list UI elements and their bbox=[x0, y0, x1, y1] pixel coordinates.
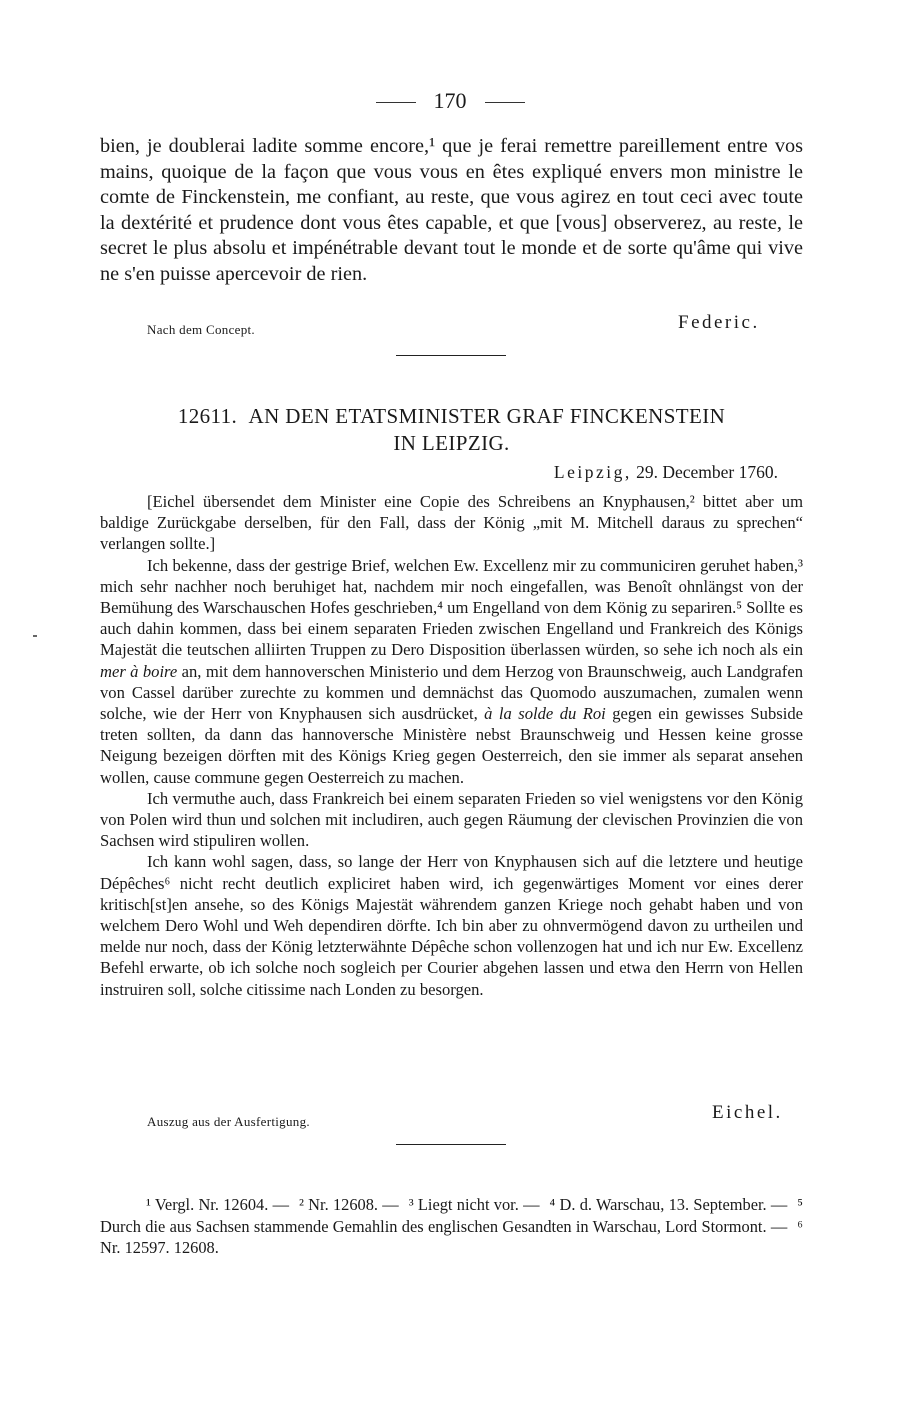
heading-title: AN DEN ETATSMINISTER GRAF FINCKENSTEIN bbox=[248, 404, 726, 428]
phrase-mer-a-boire: mer à boire bbox=[100, 661, 178, 681]
paragraph-1-text-c: gegen ein gewisses Subside treten sollten, da dann das hannoversche Ministère nebst Braunschweig und Hessen keine grosse Neigung bezeigen dörften mit des Königs Krieg gegen Oesterreich, den sie immer als separat ansehen wollen, cause commune gegen Oesterreich zu machen. bbox=[100, 704, 803, 787]
footnote-5: ⁵ Durch die aus Sachsen stammende Gemahlin des englischen Gesandten in Warschau, Lord Stormont. — bbox=[100, 1195, 804, 1236]
dateline-place: Leipzig, bbox=[553, 462, 632, 482]
letter-continuation bbox=[100, 134, 803, 288]
footnotes bbox=[100, 1194, 803, 1259]
document-heading bbox=[100, 403, 803, 457]
editorial-summary: [Eichel übersendet dem Minister eine Copie des Schreibens an Knyphausen,² bittet aber um baldige Zurückgabe derselben, für den Fall, dass der König „mit M. Mitchell daraus zu sprechen“ verlangen sollte.] bbox=[100, 492, 803, 554]
document-signature: Eichel. bbox=[712, 1102, 783, 1123]
footnote-6: ⁶ Nr. 12597. 12608. bbox=[100, 1216, 803, 1257]
letter-continuation-text: bien, je doublerai ladite somme encore,¹ que je ferai remettre pareillement entre vos mains, quoique de la façon que vous vous en êtes expliqué envers mon ministre le comte de Finckenstein, me confiant, au reste, que vous agirez en tout ceci avec toute la dextérité et prudence dont vous êtes capable, et que [vous] observerez, au reste, le secret le plus absolu et impénétrable devant tout le monde et de sorte qu'âme qui vive ne s'en puisse apercevoir de rien. bbox=[100, 135, 803, 285]
footnote-3: ³ Liegt nicht vor. — bbox=[408, 1195, 540, 1214]
footnote-divider bbox=[396, 1144, 506, 1145]
heading-line-1 bbox=[100, 403, 803, 430]
paragraph-1-text-b: an, mit dem hannoverschen Ministerio und dem Herzog von Braunschweig, auch Landgrafen von Cassel darüber zurechte zu kommen und demnächst das Quomodo auszumachen, zumalen wenn solche, wie der Herr von Knyphausen sich ausdrücket, bbox=[100, 661, 803, 724]
paragraph-1-text-a: Ich bekenne, dass der gestrige Brief, welchen Ew. Excellenz mir zu communiciren geruhet haben,³ mich sehr nachher noch beruhiget hat, nachdem mir noch eingefallen, was Benoît ohnlängst von der Bemühung des Warschauschen Hofes geschrieben,⁴ um Engelland von dem König zu separiren.⁵ Sollte es auch dahin kommen, dass bei einem separaten Frieden zwischen Engelland und Frankreich des Königs Majestät die teutschen alliirten Truppen zu Dero Disposition überlassen würden, so sehe ich noch als ein bbox=[100, 555, 803, 660]
body-paragraph-2: Ich vermuthe auch, dass Frankreich bei einem separaten Frieden so viel wenigstens vor den König von Polen wird thun und solchen mit includiren, auch gegen Räumung der clevischen Provinzien die von Sachsen wird stipuliren wollen. bbox=[100, 788, 803, 851]
document-number: 12611. bbox=[177, 404, 238, 428]
body-paragraph-3: Ich kann wohl sagen, dass, so lange der Herr von Knyphausen sich auf die letztere und heutige Dépêches⁶ nicht recht deutlich expliciret haben wird, ich gegenwärtiges Moment vor eines derer kritisch[st]en ansehe, so des Königs Majestät währendem ganzen Kriege noch gehabt haben und von welchem Dero Wohl und Weh dependiren dörfte. Ich bin aber zu ohnvermögend davon zu urtheilen und melde nur noch, dass der König letzterwähnte Dépêche schon vollenzogen hat und ich nur Ew. Excellenz Befehl erwarte, ob ich solche noch sogleich per Courier abgehen lassen und etwa den Herrn von Hellen instruiren soll, solche citissime nach Londen zu besorgen. bbox=[100, 852, 803, 999]
page-number-text: 170 bbox=[433, 88, 467, 113]
folio-dash-left bbox=[376, 102, 416, 103]
document-body bbox=[100, 491, 803, 1000]
page-number bbox=[0, 88, 900, 114]
footnote-2: ² Nr. 12608. — bbox=[298, 1195, 399, 1214]
letter-signature: Federic. bbox=[678, 312, 760, 333]
body-paragraph-1 bbox=[100, 555, 803, 788]
folio-dash-right bbox=[485, 102, 525, 103]
footnote-4: ⁴ D. d. Warschau, 13. September. — bbox=[549, 1195, 788, 1214]
phrase-a-la-solde: à la solde du Roi bbox=[484, 704, 606, 724]
letter-source-note: Nach dem Concept. bbox=[147, 322, 255, 337]
margin-mark bbox=[33, 635, 37, 637]
section-divider bbox=[396, 355, 506, 356]
dateline-date: 29. December 1760. bbox=[636, 462, 778, 482]
footnote-1: ¹ Vergl. Nr. 12604. — bbox=[146, 1195, 289, 1214]
dateline bbox=[554, 462, 778, 483]
heading-line-2: IN LEIPZIG. bbox=[393, 431, 510, 455]
document-source-note: Auszug aus der Ausfertigung. bbox=[147, 1114, 310, 1129]
